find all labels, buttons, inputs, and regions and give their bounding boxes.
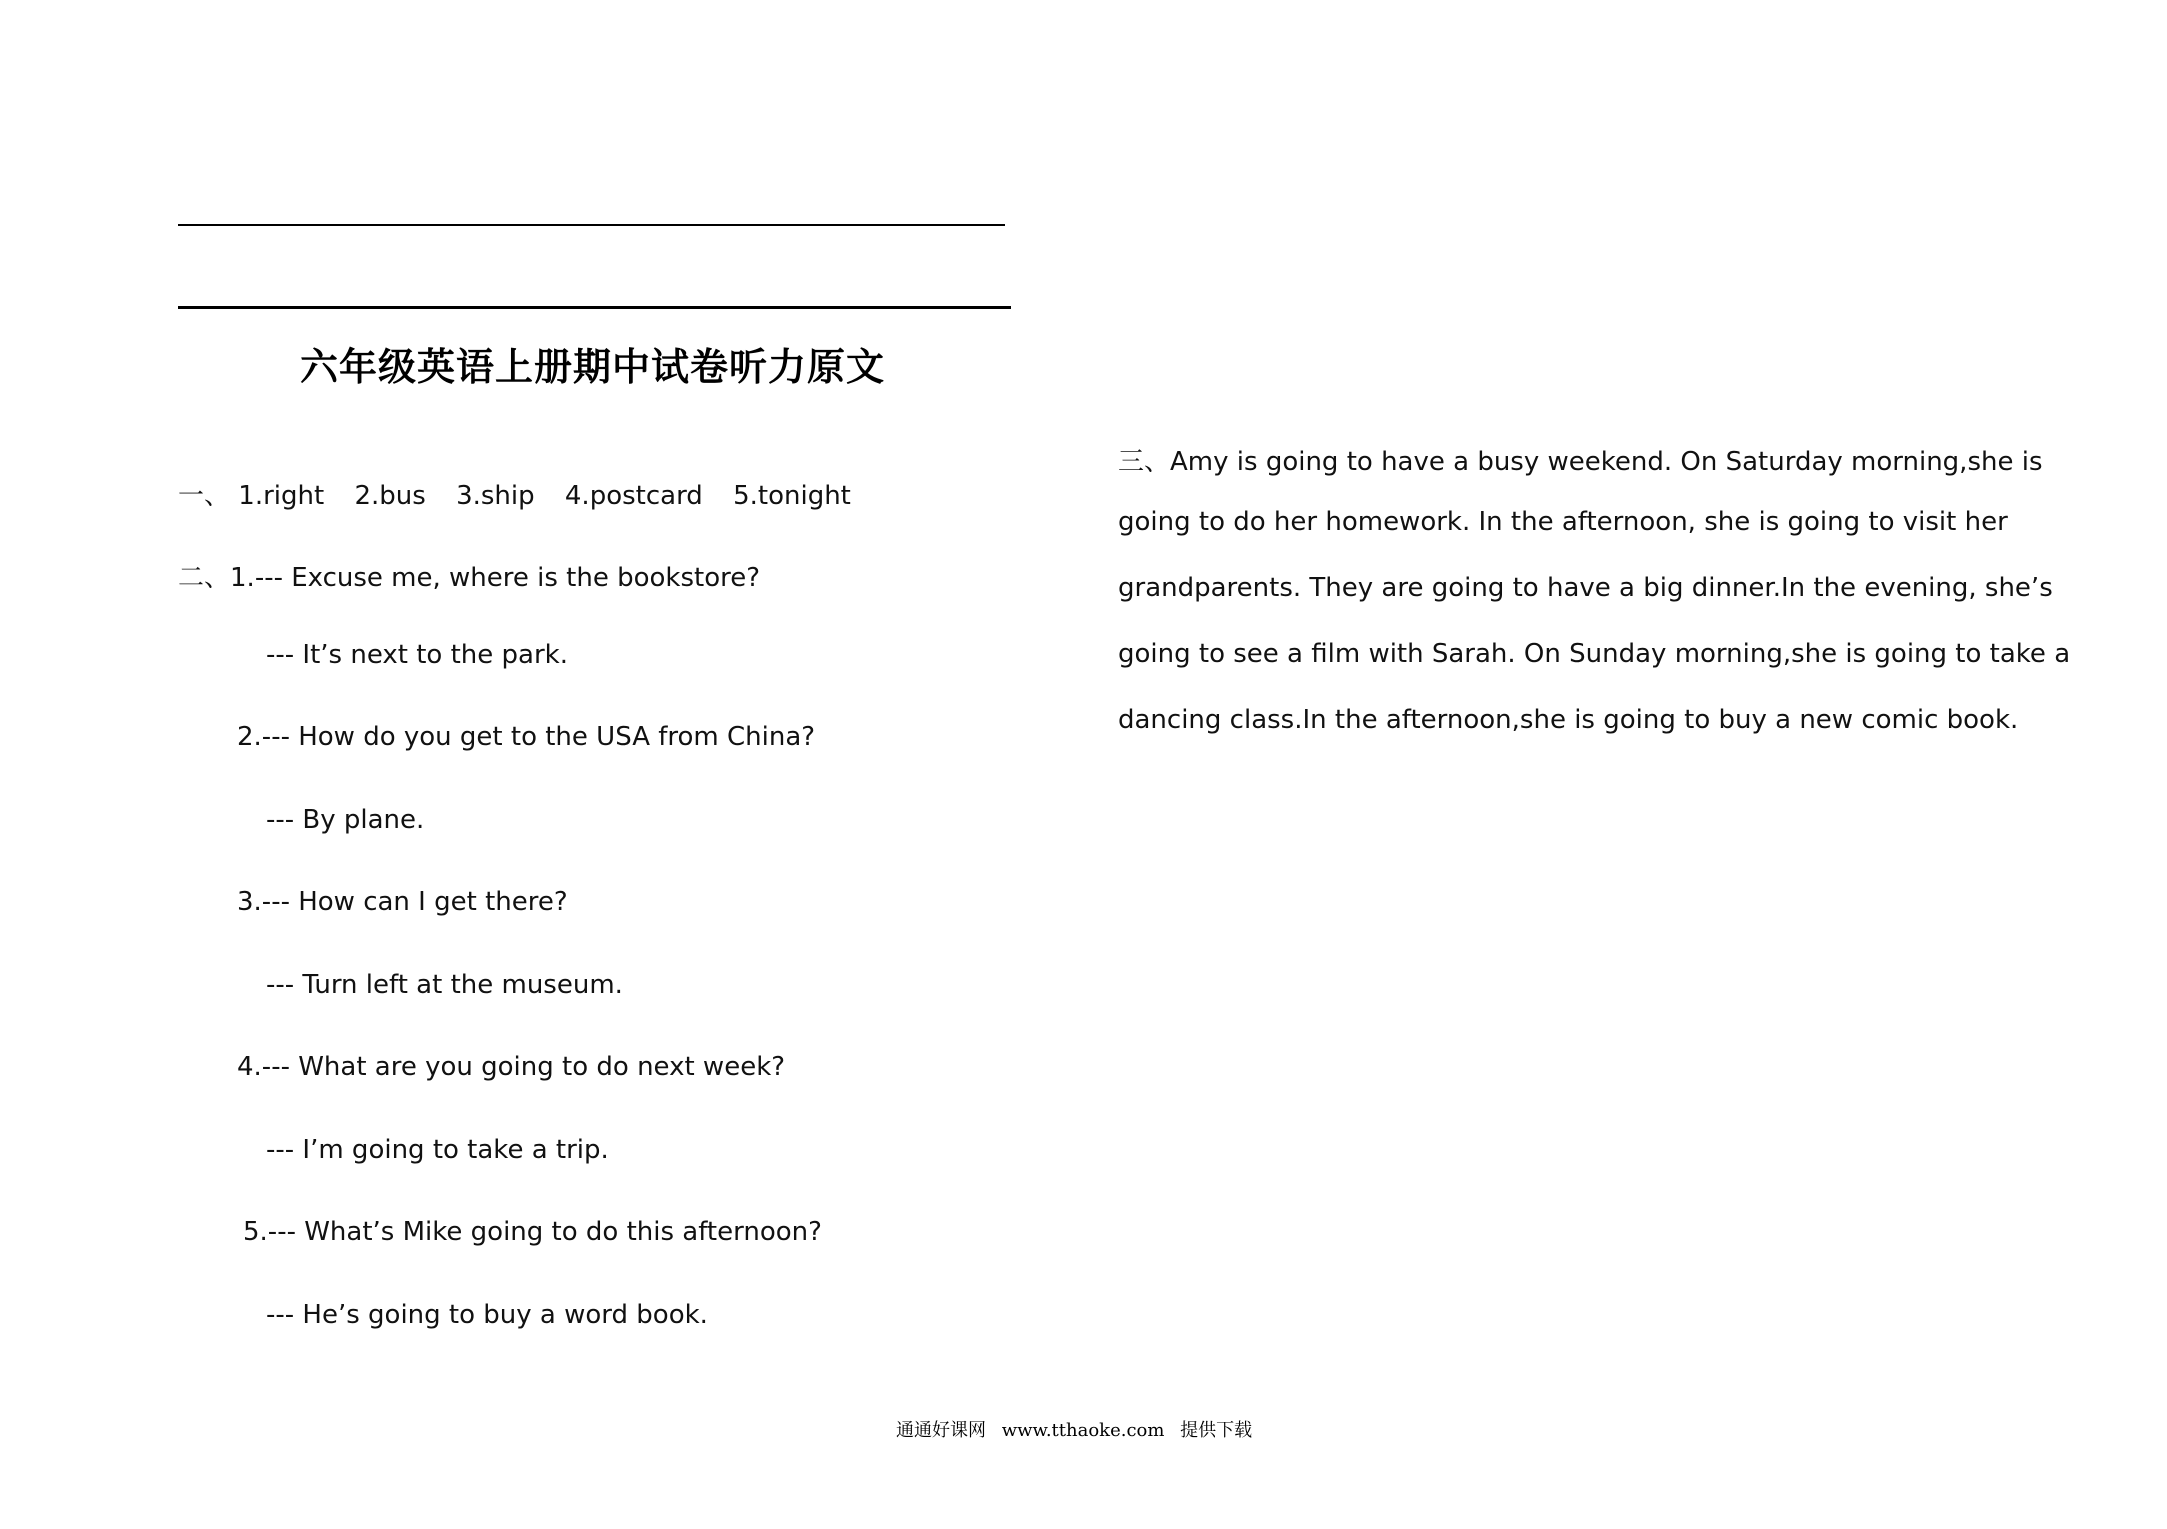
answer-item: 4.postcard	[564, 481, 703, 511]
passage-line: going to see a film with Sarah. On Sunday morning,she is going to take a	[1118, 639, 2071, 669]
dialogue-question: 2.--- How do you get to the USA from China?	[237, 722, 816, 752]
footer-suffix: 提供下载	[1180, 1420, 1253, 1441]
footer-url[interactable]: www.tthaoke.com	[1001, 1420, 1165, 1441]
answer-item: 1.right	[238, 481, 325, 511]
dialogue-question: 4.--- What are you going to do next week?	[237, 1052, 786, 1082]
top-rule-line	[178, 224, 1005, 226]
section-2-first-line	[178, 557, 760, 594]
dialogue-question: 5.--- What’s Mike going to do this afternoon?	[243, 1217, 822, 1247]
passage-line: Amy is going to have a busy weekend. On Saturday morning,she is	[1170, 447, 2043, 477]
dialogue-question: 3.--- How can I get there?	[237, 887, 568, 917]
dialogue-answer: --- Turn left at the museum.	[266, 970, 623, 1000]
section-1-label: 一、	[178, 481, 231, 511]
page-footer	[896, 1416, 1262, 1442]
dialogue-question: 1.--- Excuse me, where is the bookstore?	[230, 563, 761, 593]
dialogue-answer: --- It’s next to the park.	[266, 640, 568, 670]
answer-item: 2.bus	[354, 481, 426, 511]
section-3-label: 三、	[1118, 447, 1171, 477]
answer-item: 5.tonight	[733, 481, 851, 511]
answer-item: 3.ship	[456, 481, 535, 511]
passage-line: grandparents. They are going to have a big dinner.In the evening, she’s	[1118, 573, 2053, 603]
dialogue-answer: --- I’m going to take a trip.	[266, 1135, 609, 1165]
page-title: 六年级英语上册期中试卷听力原文	[300, 344, 886, 389]
section-1	[178, 475, 873, 512]
section-2-label: 二、	[178, 563, 231, 593]
passage-line: going to do her homework. In the afternoon, she is going to visit her	[1118, 507, 2008, 537]
dialogue-answer: --- He’s going to buy a word book.	[266, 1300, 708, 1330]
passage-line: dancing class.In the afternoon,she is going to buy a new comic book.	[1118, 705, 2019, 735]
section-3-first-line	[1118, 441, 2043, 478]
second-rule-line	[178, 306, 1011, 309]
dialogue-answer: --- By plane.	[266, 805, 425, 835]
footer-site-name: 通通好课网	[896, 1420, 986, 1441]
